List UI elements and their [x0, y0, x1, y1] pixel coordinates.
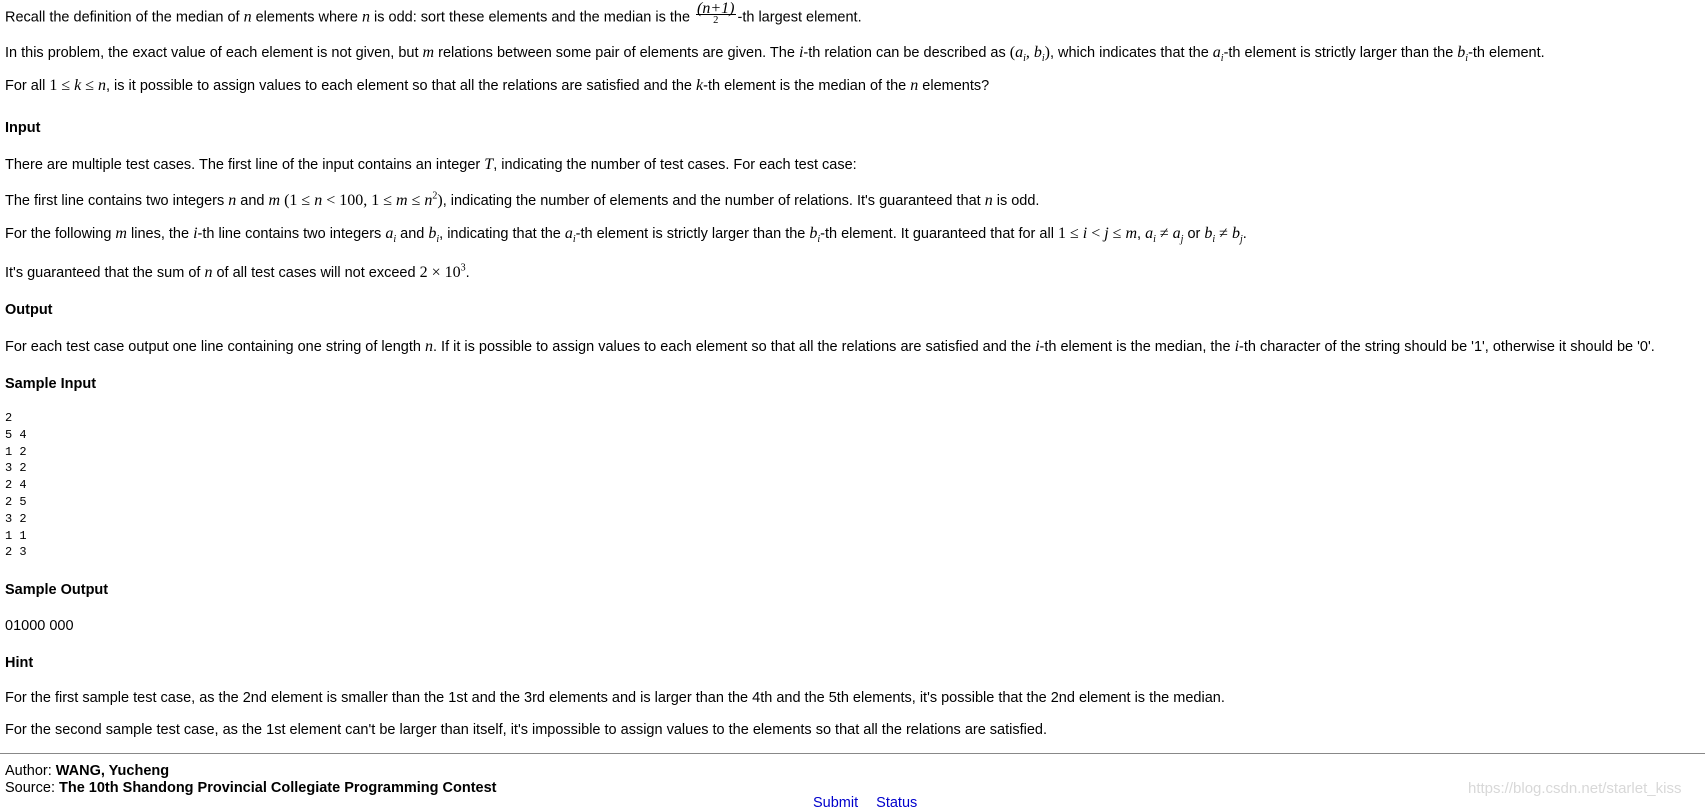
hint-paragraph-1: For the first sample test case, as the 2nd element is smaller than the 1st and the 3rd elements and is larger than the 4th and the 5th elements, it's possible that the 2nd element is the median. — [5, 690, 1225, 706]
author-name: WANG, Yucheng — [55, 763, 170, 779]
input-paragraph-1: There are multiple test cases. The first line of the input contains an integer T, indicating the number of test cases. For each test case: — [5, 156, 857, 173]
sample-input-block: 2 5 4 1 2 3 2 2 4 2 5 3 2 1 1 2 3 — [5, 411, 27, 560]
input-heading: Input — [5, 120, 41, 136]
sample-output-heading: Sample Output — [5, 582, 109, 598]
hint-heading: Hint — [5, 655, 34, 671]
hint-paragraph-2: For the second sample test case, as the 1st element can't be larger than itself, it's impossible to assign values to the elements so that all the relations are satisfied. — [5, 722, 1048, 738]
statement-paragraph-2: In this problem, the exact value of each element is not given, but m relations between some pair of elements are given. The i-th relation can be described as ($a_i$, $b_i$), which indicates that the $a_i-th$ element is strictly larger than the $b_i-th$ element. — [5, 44, 1545, 65]
statement-paragraph-1: Recall the definition of the median of n elements where n is odd: sort these elements and the median is the $\frac{(n+1)}{2}$ -th largest element. — [5, 0, 862, 26]
statement-paragraph-3: For all 1 ≤ k ≤ n, is it possible to assign values to each element so that all the relations are satisfied and the k-th element is the median of the n elements? — [5, 77, 990, 94]
author-line: Author: WANG, Yucheng — [5, 763, 170, 779]
output-heading: Output — [5, 302, 53, 318]
source-name: The 10th Shandong Provincial Collegiate Programming Contest — [59, 780, 497, 796]
submit-link[interactable]: Submit — [813, 795, 859, 811]
sample-output-text: 01000 000 — [5, 618, 74, 634]
median-fraction: $\frac{(n+1)}{2}$ — [697, 0, 735, 26]
status-link[interactable]: Status — [876, 795, 918, 811]
sample-input-heading: Sample Input — [5, 376, 97, 392]
source-line: Source: The 10th Shandong Provincial Collegiate Programming Contest — [5, 780, 497, 796]
input-paragraph-3: For the following m lines, the i-th line contains two integers $a_i$ and $b_i$, indicating that the $a_i-th$ element is strictly larger than the $b_i-th$ element. It guaranteed that for all 1 ≤ i < j ≤ m, $a_i \ne a_j$ or $b_i \ne b_j$. — [5, 225, 1247, 246]
input-paragraph-2: The first line contains two integers n and m (1 ≤ n < 100, $1 \le m \le n^2$), indicating the number of elements and the number of relations. It's guaranteed that n is odd. — [5, 190, 1040, 209]
blog-watermark: https://blog.csdn.net/starlet_kiss — [1468, 780, 1682, 797]
problem-meta — [5, 763, 496, 797]
input-paragraph-4: It's guaranteed that the sum of n of all test cases will not exceed $2 \times 10^3$. — [5, 262, 470, 281]
output-paragraph-1: For each test case output one line containing one string of length n. If it is possible to assign values to each element so that all the relations are satisfied and the i-th element is the median, the i-th character of the string should be '1', otherwise it should be '0'. — [5, 338, 1655, 355]
footer-divider — [0, 753, 1705, 754]
